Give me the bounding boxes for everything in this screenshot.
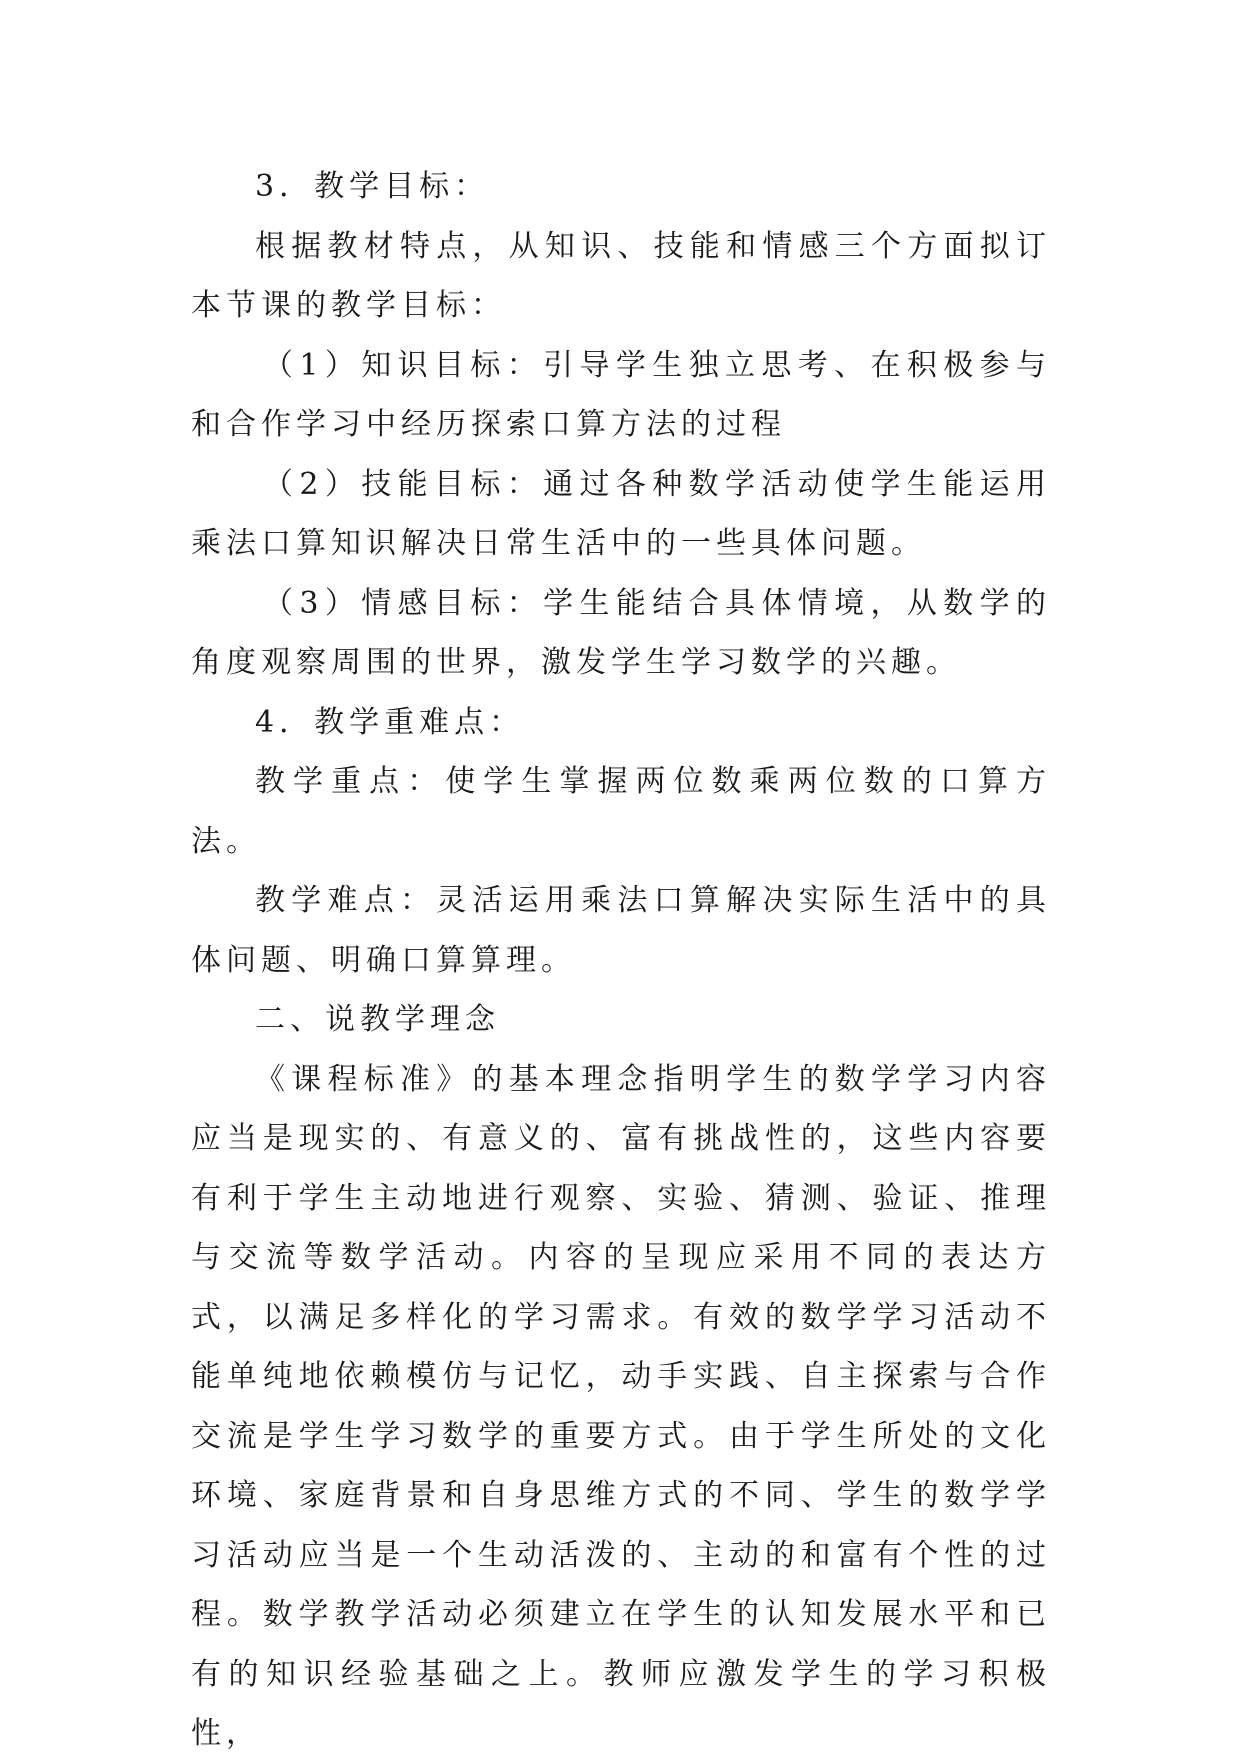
paragraph-difficult-point: 教学难点：灵活运用乘法口算解决实际生活中的具体问题、明确口算算理。 [191, 883, 1051, 978]
section-heading-teaching-goals: 3．教学目标： [255, 169, 490, 204]
paragraph-skill-goal: （2）技能目标：通过各种数学活动使学生能运用乘法口算知识解决日常生活中的一些具体问题。 [191, 466, 1051, 561]
paragraph-knowledge-goal: （1）知识目标：引导学生独立思考、在积极参与和合作学习中经历探索口算方法的过程 [191, 347, 1051, 442]
paragraph-key-point: 教学重点：使学生掌握两位数乘两位数的口算方法。 [191, 764, 1051, 859]
section-heading-key-points: 4．教学重难点： [255, 704, 525, 740]
section-heading-teaching-philosophy: 二、说教学理念 [255, 1002, 500, 1037]
document-body [191, 157, 1051, 1764]
paragraph-curriculum-standard: 《课程标准》的基本理念指明学生的数学学习内容应当是现实的、有意义的、富有挑战性的，这些内容要有利于学生主动地进行观察、实验、猜测、验证、推理与交流等数学活动。内容的呈现应采用不同的表达方式，以满足多样化的学习需求。有效的数学学习活动不能单纯地依赖模仿与记忆，动手实践、自主探索与合作交流是学生学习数学的重要方式。由于学生所处的文化环境、家庭背景和自身思维方式的不同、学生的数学学习活动应当是一个生动活泼的、主动的和富有个性的过程。数学教学活动必须建立在学生的认知发展水平和已有的知识经验基础之上。教师应激发学生的学习积极性， [191, 1061, 1051, 1751]
paragraph-goals-intro: 根据教材特点，从知识、技能和情感三个方面拟订本节课的教学目标： [191, 228, 1051, 323]
paragraph-emotion-goal: （3）情感目标：学生能结合具体情境，从数学的角度观察周围的世界，激发学生学习数学的兴趣。 [191, 585, 1051, 680]
